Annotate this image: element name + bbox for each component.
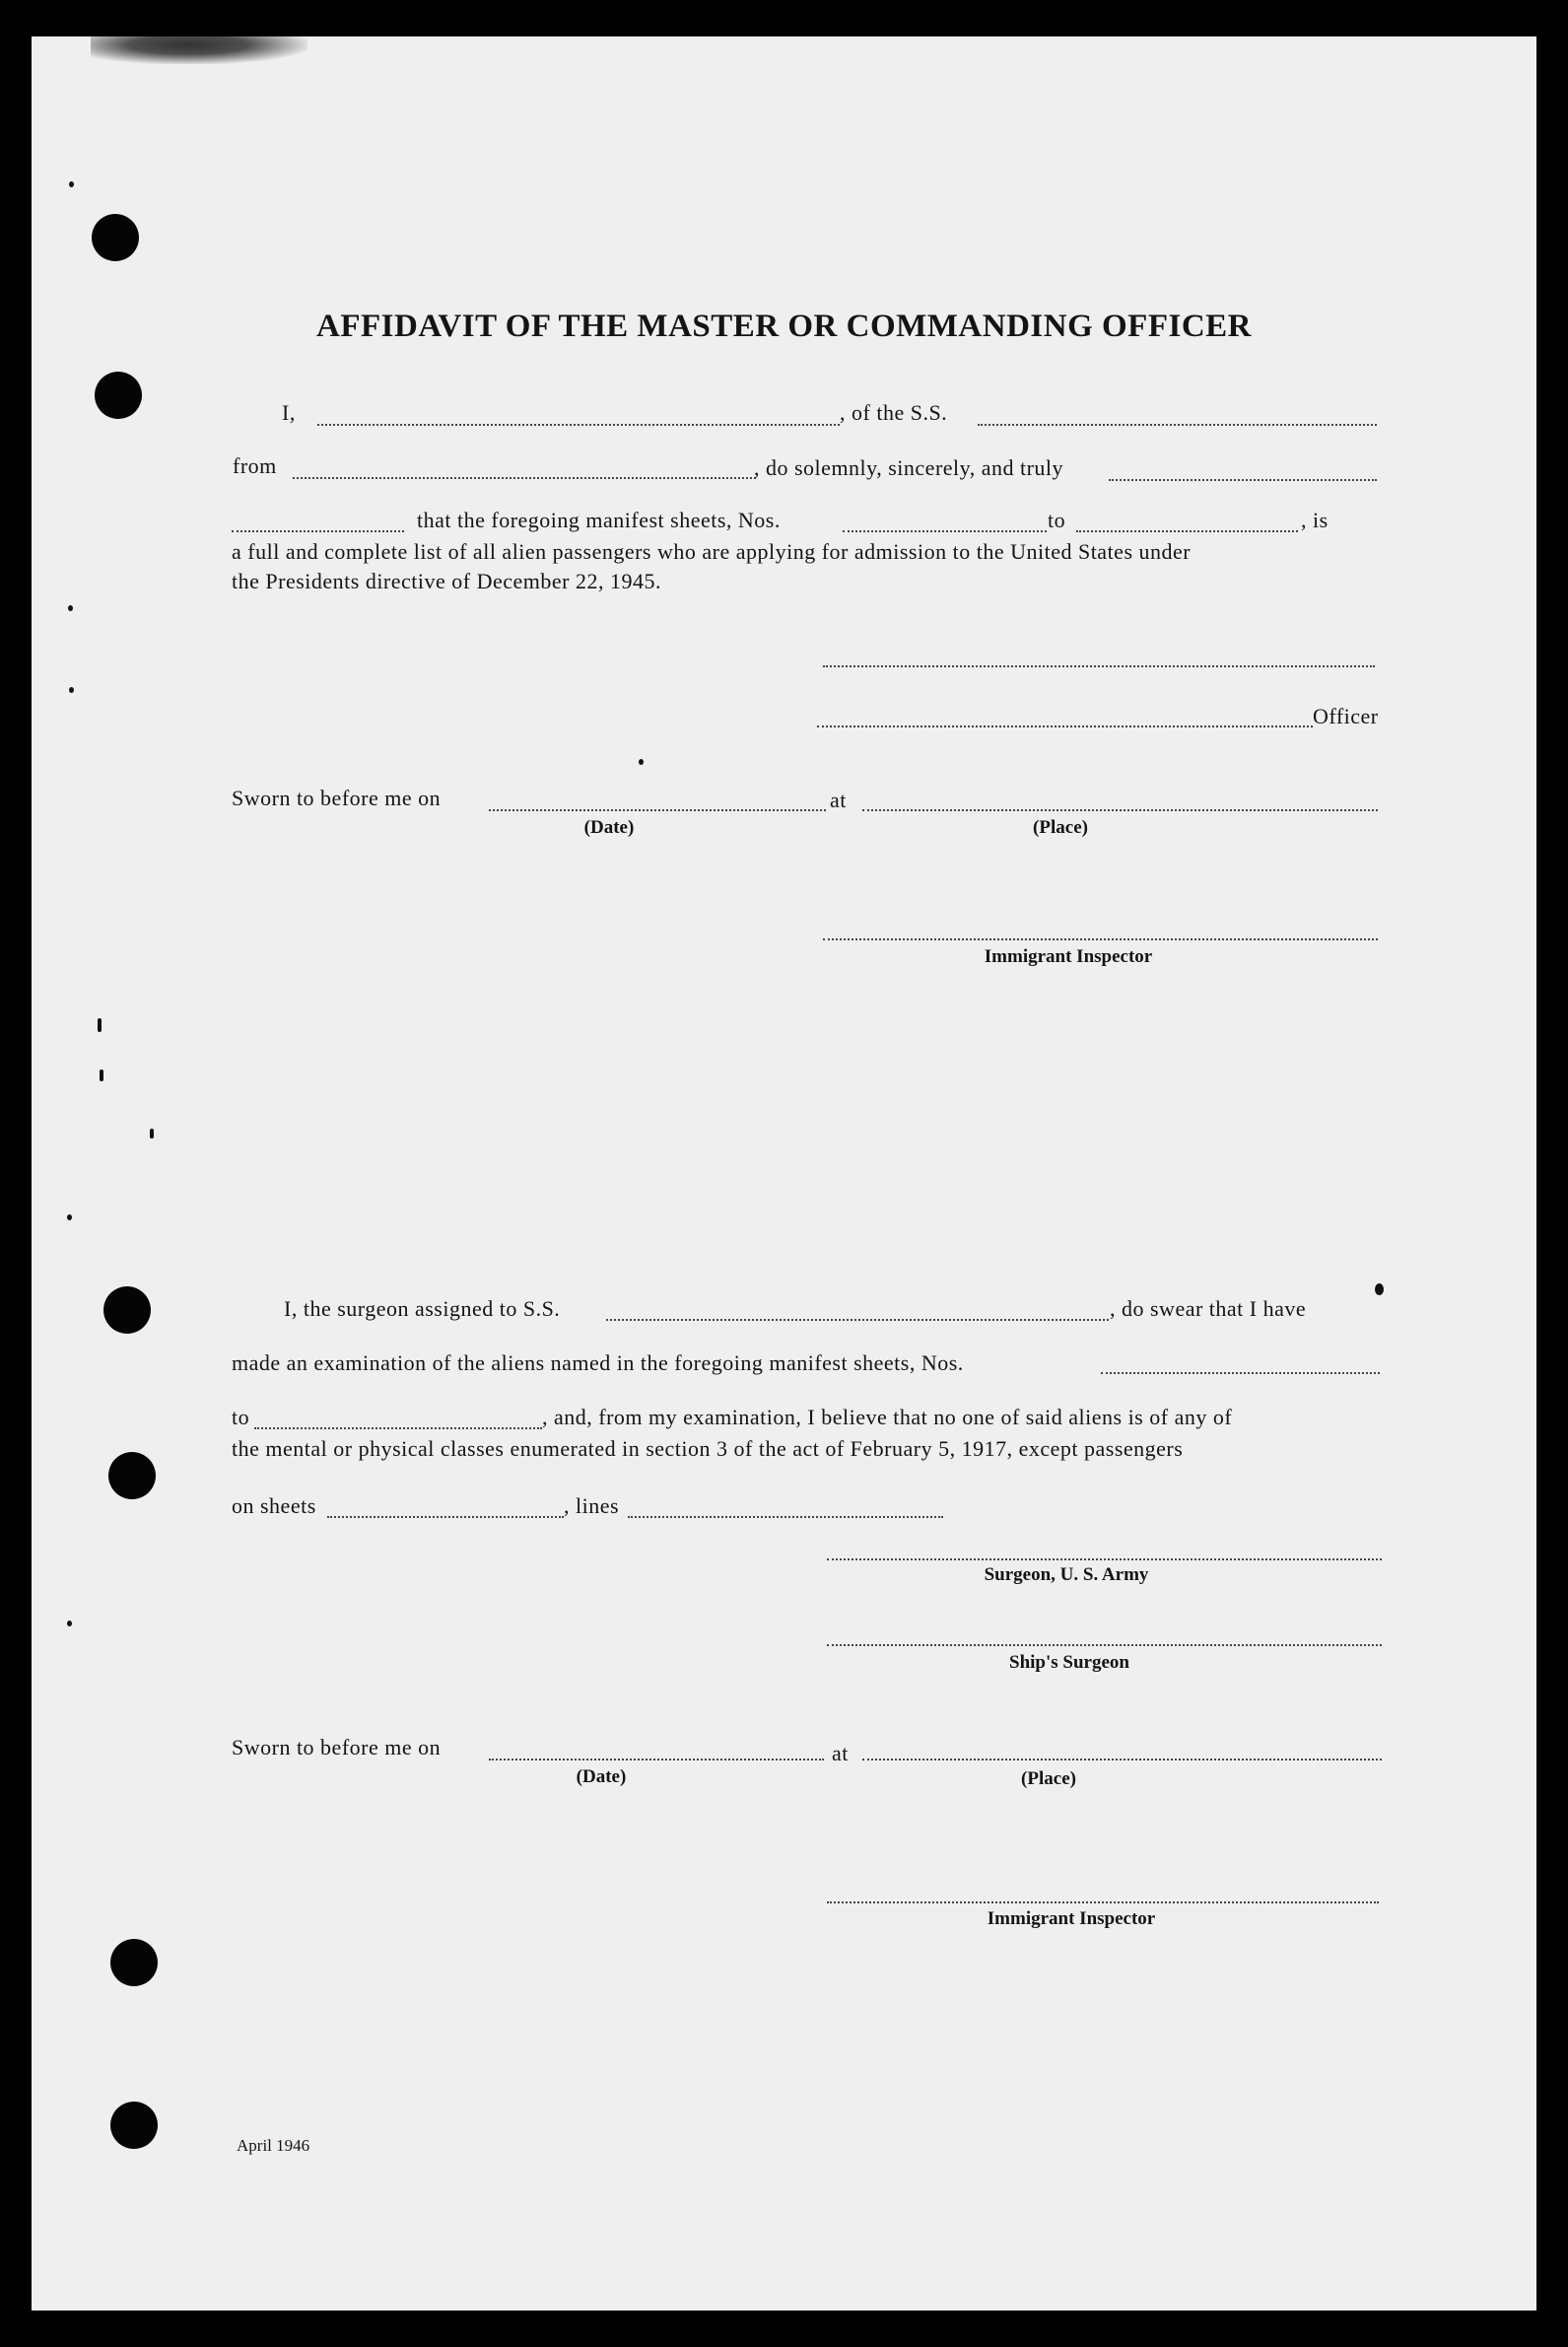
swear-field[interactable] — [232, 530, 404, 532]
ship-name-field[interactable] — [978, 424, 1377, 426]
form-title: AFFIDAVIT OF THE MASTER OR COMMANDING OFFICER — [316, 309, 1252, 344]
is-label: , is — [1301, 508, 1329, 532]
of-ss-label: , of the S.S. — [840, 400, 948, 425]
surgeon-intro: I, the surgeon assigned to S.S. — [284, 1296, 561, 1321]
sheet-to-field[interactable] — [1076, 530, 1298, 532]
speck — [1375, 1283, 1384, 1295]
speck — [98, 1018, 102, 1032]
on-sheets-label: on sheets — [232, 1493, 316, 1518]
oath-word-field[interactable] — [1109, 479, 1377, 481]
surgeon-sheet-from-field[interactable] — [1101, 1372, 1380, 1374]
inspector-caption: Immigrant Inspector — [984, 946, 1153, 967]
paragraph-line: the Presidents directive of December 22, 1945. — [232, 569, 661, 593]
belief-text: , and, from my examination, I believe that no one of said aliens is of any of — [542, 1405, 1233, 1429]
surgeon-sheet-to-field[interactable] — [254, 1427, 542, 1429]
binder-hole — [108, 1452, 156, 1499]
officer-label: Officer — [1313, 704, 1379, 728]
paragraph-line: a full and complete list of all alien passengers who are applying for admission to the United States under — [232, 539, 1192, 564]
except-lines-field[interactable] — [628, 1516, 943, 1518]
i-label: I, — [282, 400, 296, 425]
binder-hole — [110, 1939, 158, 1986]
binder-hole — [110, 2102, 158, 2149]
sworn-place-field[interactable] — [862, 809, 1378, 811]
speck — [69, 181, 74, 187]
sworn-label: Sworn to before me on — [232, 1735, 442, 1760]
foregoing-text: that the foregoing manifest sheets, Nos. — [417, 508, 781, 532]
speck — [67, 1621, 72, 1626]
swear-text: , do swear that I have — [1110, 1296, 1307, 1321]
binder-hole — [95, 372, 142, 419]
lines-label: , lines — [564, 1493, 620, 1518]
binder-hole — [103, 1286, 151, 1334]
date-caption: (Date) — [576, 1766, 627, 1787]
master-name-field[interactable] — [317, 424, 840, 426]
inspector-signature-field[interactable] — [823, 938, 1378, 940]
speck — [100, 1070, 103, 1081]
army-surgeon-signature-field[interactable] — [827, 1558, 1382, 1560]
at-label: at — [832, 1741, 849, 1765]
to-label: to — [1048, 508, 1066, 532]
ink-blot — [91, 36, 307, 64]
master-signature-field[interactable] — [823, 665, 1375, 667]
surgeon-inspector-signature-field[interactable] — [827, 1901, 1379, 1903]
classes-text: the mental or physical classes enumerated in section 3 of the act of February 5, 1917, except passengers — [232, 1436, 1184, 1461]
date-caption: (Date) — [583, 817, 635, 838]
speck — [67, 1214, 72, 1220]
sheet-from-field[interactable] — [843, 530, 1047, 532]
surgeon-sworn-date-field[interactable] — [489, 1759, 824, 1760]
to-label: to — [232, 1405, 250, 1429]
surgeon-sworn-place-field[interactable] — [862, 1759, 1382, 1760]
form-sheet — [32, 36, 1536, 2311]
speck — [69, 687, 74, 693]
except-sheets-field[interactable] — [327, 1516, 564, 1518]
place-caption: (Place) — [1033, 817, 1088, 838]
inspector-caption: Immigrant Inspector — [987, 1908, 1156, 1929]
surgeon-ship-field[interactable] — [606, 1319, 1109, 1321]
speck — [68, 605, 73, 611]
sworn-date-field[interactable] — [489, 809, 826, 811]
port-from-field[interactable] — [293, 477, 756, 479]
binder-hole — [92, 214, 139, 261]
officer-signature-field[interactable] — [817, 725, 1313, 727]
ship-surgeon-signature-field[interactable] — [827, 1644, 1382, 1646]
speck — [639, 759, 644, 765]
form-date-footer: April 1946 — [237, 2136, 310, 2155]
army-surgeon-caption: Surgeon, U. S. Army — [984, 1564, 1149, 1585]
examination-text: made an examination of the aliens named in the foregoing manifest sheets, Nos. — [232, 1350, 964, 1375]
place-caption: (Place) — [1021, 1768, 1076, 1789]
from-label: from — [233, 453, 277, 478]
speck — [150, 1129, 154, 1139]
solemnly-text: , do solemnly, sincerely, and truly — [754, 455, 1064, 480]
at-label: at — [830, 788, 847, 812]
sworn-label: Sworn to before me on — [232, 786, 442, 810]
ship-surgeon-caption: Ship's Surgeon — [1009, 1652, 1129, 1673]
